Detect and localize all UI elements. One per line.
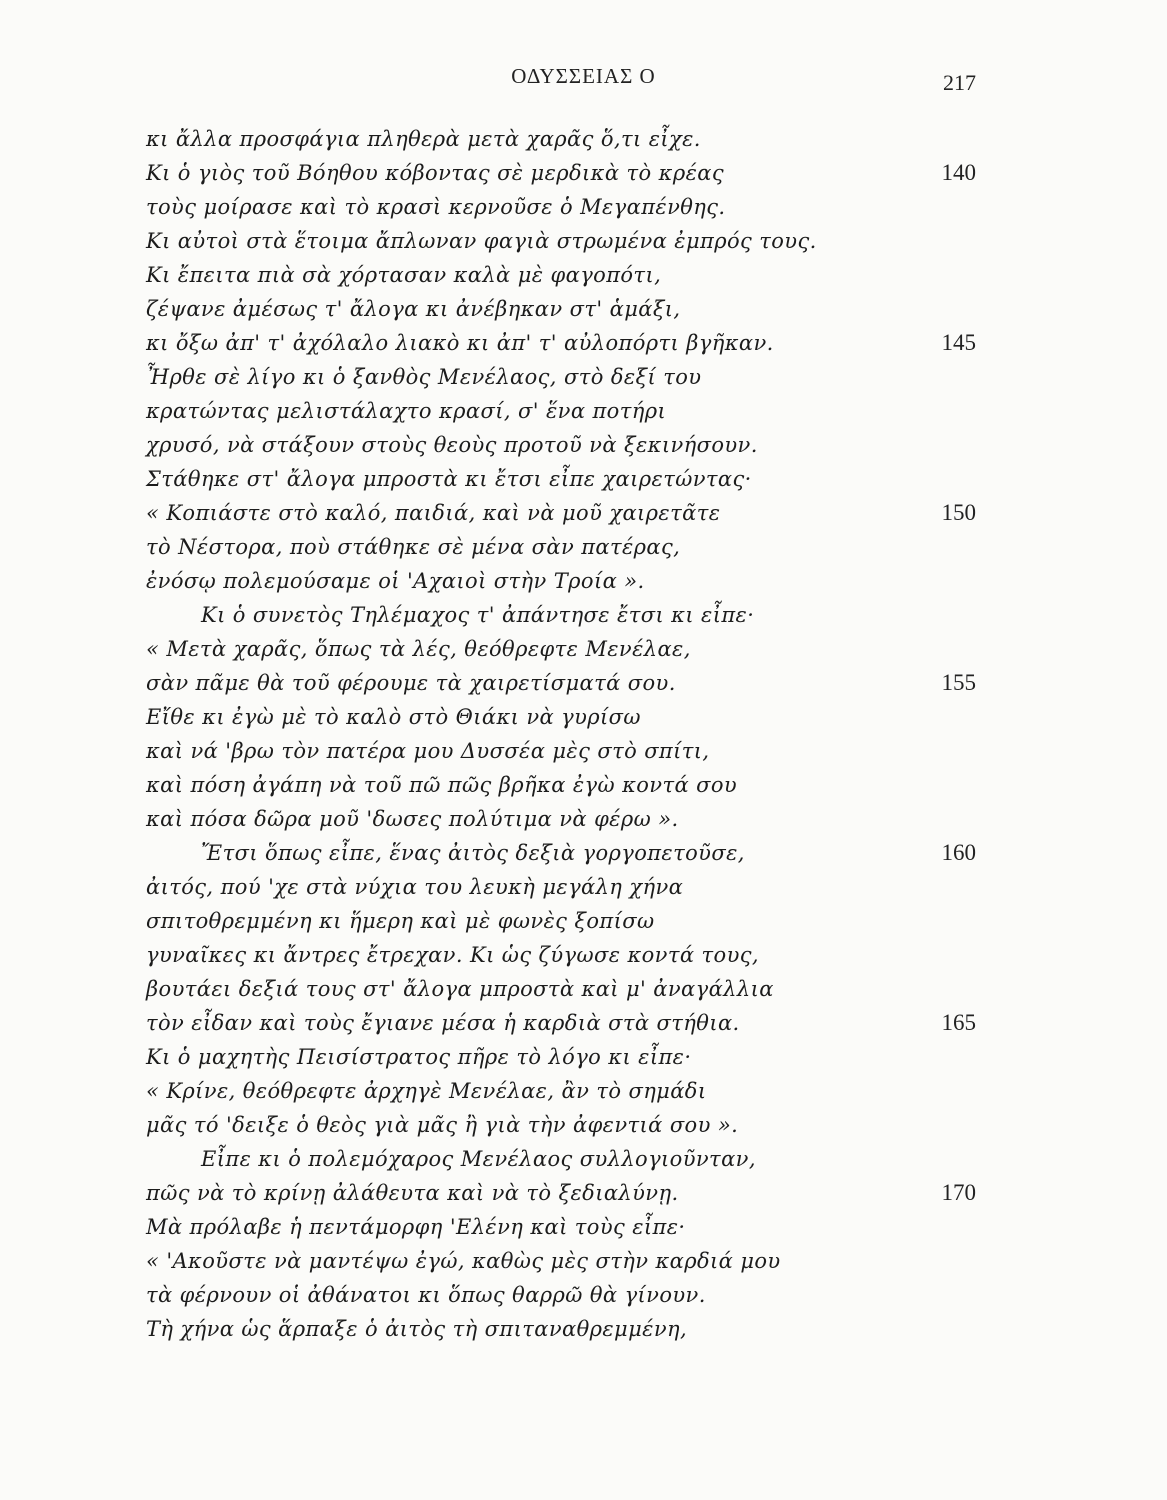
verse-text: Κι ὁ μαχητὴς Πεισίστρατος πῆρε τὸ λόγο κι εἶπε· <box>146 1045 692 1069</box>
verse-text: γυναῖκες κι ἄντρες ἔτρεχαν. Κι ὡς ζύγωσε κοντά τους, <box>146 943 759 967</box>
verse-line <box>146 258 976 292</box>
verse-line <box>146 1278 976 1312</box>
verse-text: Εἶπε κι ὁ πολεμόχαρος Μενέλαος συλλογιοῦνταν, <box>201 1147 756 1171</box>
verse-text: κρατώντας μελιστάλαχτο κρασί, σ' ἕνα ποτήρι <box>146 399 667 423</box>
verse-text: τὰ φέρνουν οἱ ἀθάνατοι κι ὅπως θαρρῶ θὰ γίνουν. <box>146 1283 706 1307</box>
verse-text: « Κρίνε, θεόθρεφτε ἀρχηγὲ Μενέλαε, ἂν τὸ σημάδι <box>146 1079 707 1103</box>
verse-line <box>146 564 976 598</box>
verse-text: σὰν πᾶμε θὰ τοῦ φέρουμε τὰ χαιρετίσματά σου. <box>146 671 676 695</box>
verse-text: Κι ὁ συνετὸς Τηλέμαχος τ' ἀπάντησε ἔτσι κι εἶπε· <box>201 603 755 627</box>
verse-line <box>146 428 976 462</box>
verse-line <box>146 156 976 190</box>
verse-text: Ἔτσι ὅπως εἶπε, ἕνας ἀιτὸς δεξιὰ γοργοπετοῦσε, <box>201 841 745 865</box>
line-number: 145 <box>941 330 976 355</box>
line-number: 140 <box>941 160 976 185</box>
verse-line <box>146 768 976 802</box>
verse-line <box>146 122 976 156</box>
verse-line <box>146 292 976 326</box>
verse-line <box>146 394 976 428</box>
verse-text: Κι ὁ γιὸς τοῦ Βόηθου κόβοντας σὲ μερδικὰ τὸ κρέας <box>146 161 724 185</box>
verse-line <box>146 224 976 258</box>
verse-text: ἐνόσῳ πολεμούσαμε οἱ 'Αχαιοὶ στὴν Τροία ». <box>146 569 645 593</box>
line-number: 155 <box>941 670 976 695</box>
verse-line <box>146 632 976 666</box>
verse-line <box>146 360 976 394</box>
verse-line <box>146 190 976 224</box>
verse-text: κι ἄλλα προσφάγια πληθερὰ μετὰ χαρᾶς ὅ,τι εἶχε. <box>146 127 701 151</box>
verse-text: πῶς νὰ τὸ κρίνῃ ἀλάθευτα καὶ νὰ τὸ ξεδιαλύνῃ. <box>146 1181 679 1205</box>
verse-line <box>146 700 976 734</box>
verse-text: Κι ἔπειτα πιὰ σὰ χόρτασαν καλὰ μὲ φαγοπότι, <box>146 263 662 287</box>
verse-text: « Κοπιάστε στὸ καλό, παιδιά, καὶ νὰ μοῦ χαιρετᾶτε <box>146 501 721 525</box>
line-number: 160 <box>941 840 976 865</box>
verse-text: « 'Ακοῦστε νὰ μαντέψω ἐγώ, καθὼς μὲς στὴν καρδιά μου <box>146 1249 781 1273</box>
verse-text: κι ὄξω ἀπ' τ' ἀχόλαλο λιακὸ κι ἀπ' τ' αὐλοπόρτι βγῆκαν. <box>146 331 774 355</box>
verse-line <box>146 666 976 700</box>
verse-text: καὶ πόση ἀγάπη νὰ τοῦ πῶ πῶς βρῆκα ἐγὼ κοντά σου <box>146 773 738 797</box>
verse-line <box>146 1108 976 1142</box>
verse-block <box>146 122 976 1346</box>
line-number: 150 <box>941 500 976 525</box>
page-number: 217 <box>943 70 976 95</box>
verse-line <box>146 1040 976 1074</box>
line-number: 165 <box>941 1010 976 1035</box>
verse-text: τοὺς μοίρασε καὶ τὸ κρασὶ κερνοῦσε ὁ Μεγαπένθης. <box>146 195 726 219</box>
verse-line <box>146 1244 976 1278</box>
verse-text: ζέψανε ἀμέσως τ' ἄλογα κι ἀνέβηκαν στ' ἁμάξι, <box>146 297 681 321</box>
verse-line <box>146 1006 976 1040</box>
verse-line <box>146 734 976 768</box>
verse-line <box>146 326 976 360</box>
verse-text: Ἦρθε σὲ λίγο κι ὁ ξανθὸς Μενέλαος, στὸ δεξί του <box>146 365 702 389</box>
verse-line <box>146 904 976 938</box>
verse-text: Στάθηκε στ' ἄλογα μπροστὰ κι ἔτσι εἶπε χαιρετώντας· <box>146 467 752 491</box>
verse-text: τὸ Νέστορα, ποὺ στάθηκε σὲ μένα σὰν πατέρας, <box>146 535 681 559</box>
verse-line <box>146 836 976 870</box>
verse-line <box>146 462 976 496</box>
verse-text: χρυσό, νὰ στάξουν στοὺς θεοὺς προτοῦ νὰ ξεκινήσουν. <box>146 433 758 457</box>
verse-text: « Μετὰ χαρᾶς, ὅπως τὰ λές, θεόθρεφτε Μενέλαε, <box>146 637 691 661</box>
verse-line <box>146 972 976 1006</box>
verse-line <box>146 1210 976 1244</box>
verse-text: Εἴθε κι ἐγὼ μὲ τὸ καλὸ στὸ Θιάκι νὰ γυρίσω <box>146 705 641 729</box>
verse-text: μᾶς τό 'δειξε ὁ θεὸς γιὰ μᾶς ἢ γιὰ τὴν ἀφεντιά σου ». <box>146 1113 739 1137</box>
verse-line <box>146 1312 976 1346</box>
verse-text: καὶ νά 'βρω τὸν πατέρα μου Δυσσέα μὲς στὸ σπίτι, <box>146 739 710 763</box>
verse-line <box>146 1176 976 1210</box>
verse-text: Τὴ χήνα ὡς ἅρπαξε ὁ ἀιτὸς τὴ σπιταναθρεμμένη, <box>146 1317 688 1341</box>
line-number: 170 <box>941 1180 976 1205</box>
verse-text: τὸν εἶδαν καὶ τοὺς ἔγιανε μέσα ἡ καρδιὰ στὰ στήθια. <box>146 1011 740 1035</box>
verse-line <box>146 1074 976 1108</box>
running-title: ΟΔΥΣΣΕΙΑΣ Ο <box>511 64 656 88</box>
verse-text: σπιτοθρεμμένη κι ἥμερη καὶ μὲ φωνὲς ξοπίσω <box>146 909 655 933</box>
verse-text: βουτάει δεξιά τους στ' ἄλογα μπροστὰ καὶ μ' ἀναγάλλια <box>146 977 774 1001</box>
verse-text: καὶ πόσα δῶρα μοῦ 'δωσες πολύτιμα νὰ φέρω ». <box>146 807 679 831</box>
verse-line <box>146 1142 976 1176</box>
verse-line <box>146 802 976 836</box>
verse-line <box>146 530 976 564</box>
verse-line <box>146 496 976 530</box>
verse-line <box>146 870 976 904</box>
verse-line <box>146 938 976 972</box>
verse-text: ἀιτός, πού 'χε στὰ νύχια του λευκὴ μεγάλη χήνα <box>146 875 684 899</box>
verse-line <box>146 598 976 632</box>
verse-text: Μὰ πρόλαβε ἡ πεντάμορφη 'Ελένη καὶ τοὺς εἶπε· <box>146 1215 686 1239</box>
verse-text: Κι αὐτοὶ στὰ ἕτοιμα ἄπλωναν φαγιὰ στρωμένα ἐμπρός τους. <box>146 229 817 253</box>
